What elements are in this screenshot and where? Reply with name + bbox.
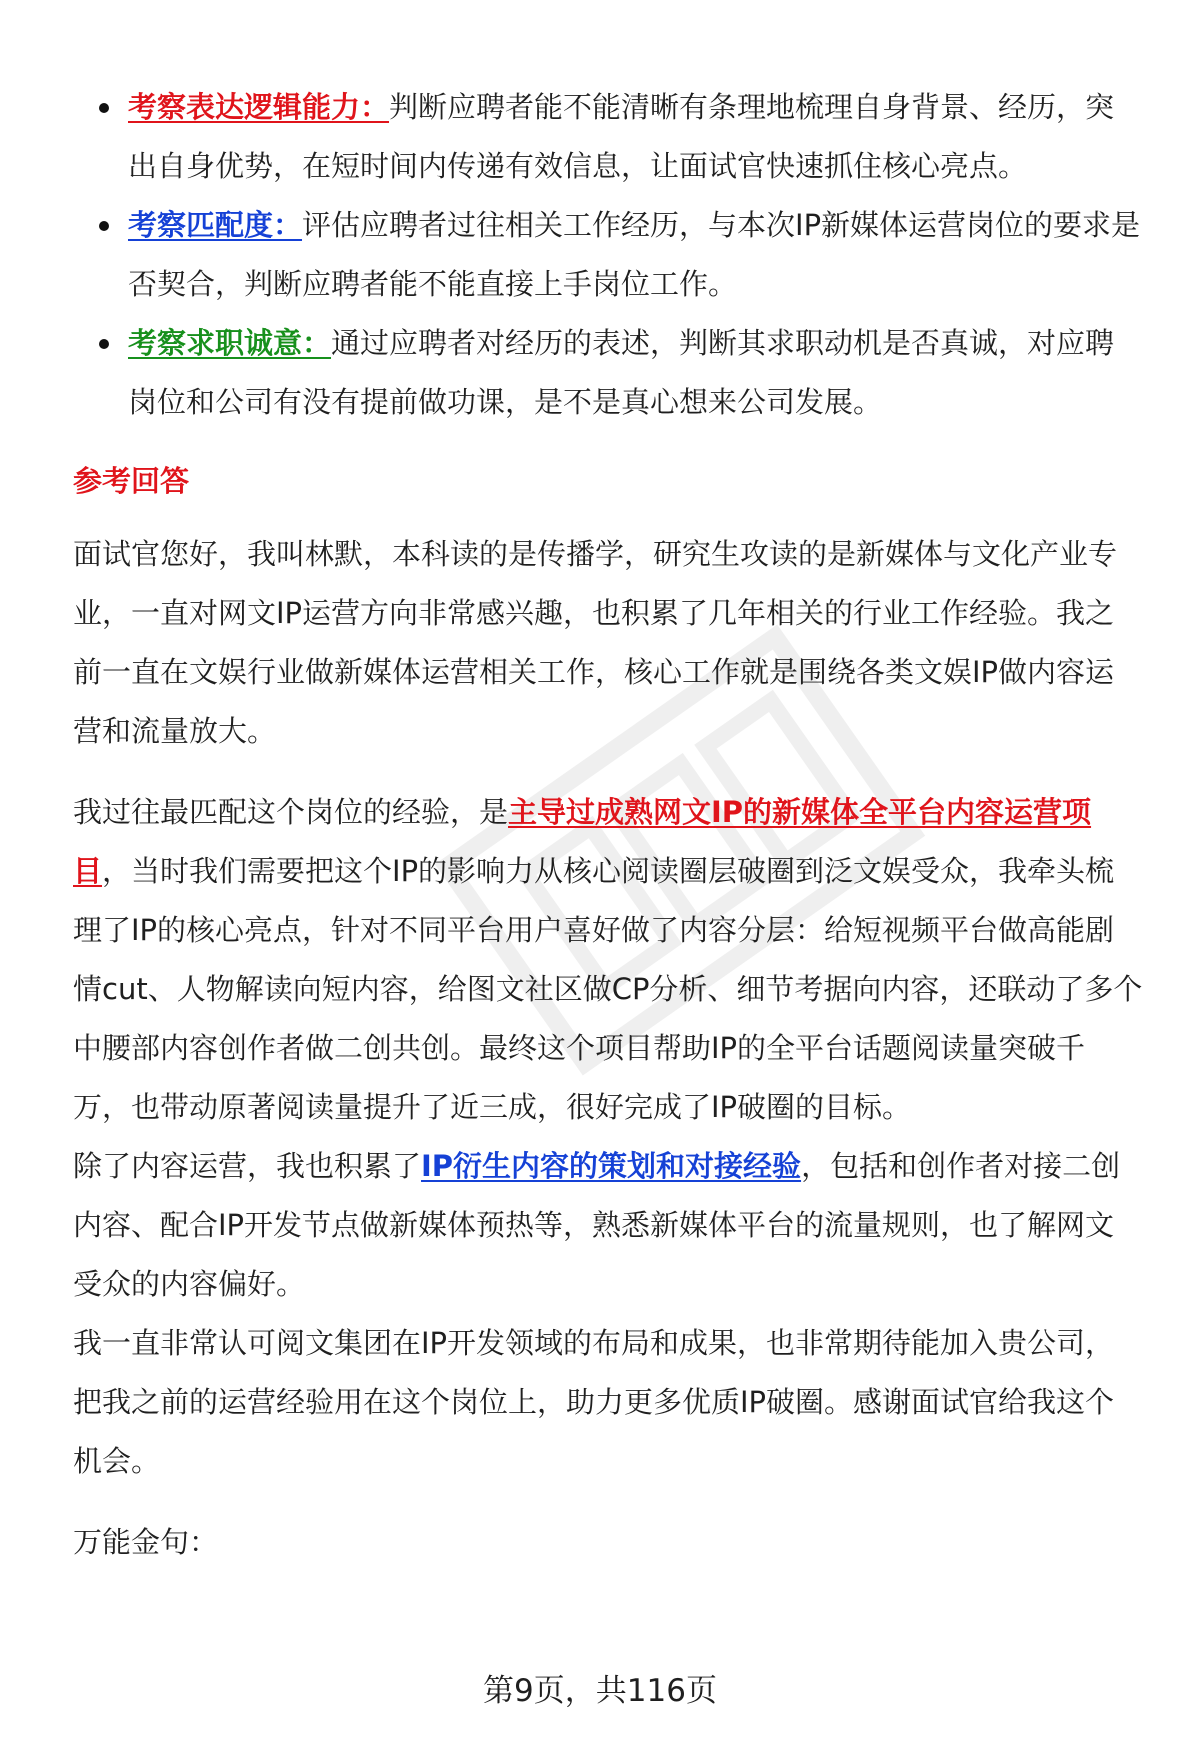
skills-highlight: IP衍生内容的策划和对接经验: [421, 1149, 802, 1183]
closing-paragraph: 我一直非常认可阅文集团在IP开发领域的布局和成果，也非常期待能加入贵公司，把我之前的运营经验用在这个岗位上，助力更多优质IP破圈。感谢面试官给我这个机会。: [73, 1326, 1115, 1478]
criterion-text: 判断应聘者能不能清晰有条理地梳理自身背景、经历，突出自身优势，在短时间内传递有效信息，让面试官快速抓住核心亮点。: [128, 90, 1115, 183]
section-title: 参考回答: [73, 464, 190, 498]
document-content: [73, 78, 1143, 1572]
skills-paragraph: [73, 1137, 1143, 1314]
criteria-list: [73, 78, 1143, 432]
criterion-text: 评估应聘者过往相关工作经历，与本次IP新媒体运营岗位的要求是否契合，判断应聘者能不能直接上手岗位工作。: [128, 208, 1141, 301]
bullet-dot-icon: [99, 339, 109, 349]
experience-highlight: 主导过成熟网文IP的新媒体全平台内容运营项目: [73, 795, 1092, 888]
list-item: [73, 314, 1143, 432]
list-item: [73, 196, 1143, 314]
skills-text-before: 除了内容运营，我也积累了: [73, 1149, 422, 1183]
criterion-label: 考察表达逻辑能力：: [128, 90, 390, 124]
list-item: [73, 78, 1143, 196]
page-number: 第9页，共116页: [483, 1673, 717, 1709]
experience-text-after: ，当时我们需要把这个IP的影响力从核心阅读圈层破圈到泛文娱受众，我牵头梳理了IP的核心亮点，针对不同平台用户喜好做了内容分层：给短视频平台做高能剧情cut、人物解读向短内容，给图文社区做CP分析、细节考据向内容，还联动了多个中腰部内容创作者做二创共创。最终这个项目帮助IP的全平台话题阅读量突破千万，也带动原著阅读量提升了近三成，很好完成了IP破圈的目标。: [73, 854, 1143, 1124]
criterion-label: 考察求职诚意：: [128, 326, 332, 360]
criterion-label: 考察匹配度：: [128, 208, 303, 242]
criterion-text: 通过应聘者对经历的表述，判断其求职动机是否真诚，对应聘岗位和公司有没有提前做功课，是不是真心想来公司发展。: [128, 326, 1115, 419]
experience-paragraph: [73, 783, 1143, 1137]
golden-sentence-label: 万能金句：: [73, 1525, 219, 1559]
bullet-dot-icon: [99, 221, 109, 231]
intro-paragraph: 面试官您好，我叫林默，本科读的是传播学，研究生攻读的是新媒体与文化产业专业，一直对网文IP运营方向非常感兴趣，也积累了几年相关的行业工作经验。我之前一直在文娱行业做新媒体运营相关工作，核心工作就是围绕各类文娱IP做内容运营和流量放大。: [73, 537, 1118, 748]
experience-text-before: 我过往最匹配这个岗位的经验，是: [73, 795, 509, 829]
skills-text-after: ，包括和创作者对接二创内容、配合IP开发节点做新媒体预热等，熟悉新媒体平台的流量规则，也了解网文受众的内容偏好。: [73, 1149, 1121, 1301]
bullet-dot-icon: [99, 103, 109, 113]
